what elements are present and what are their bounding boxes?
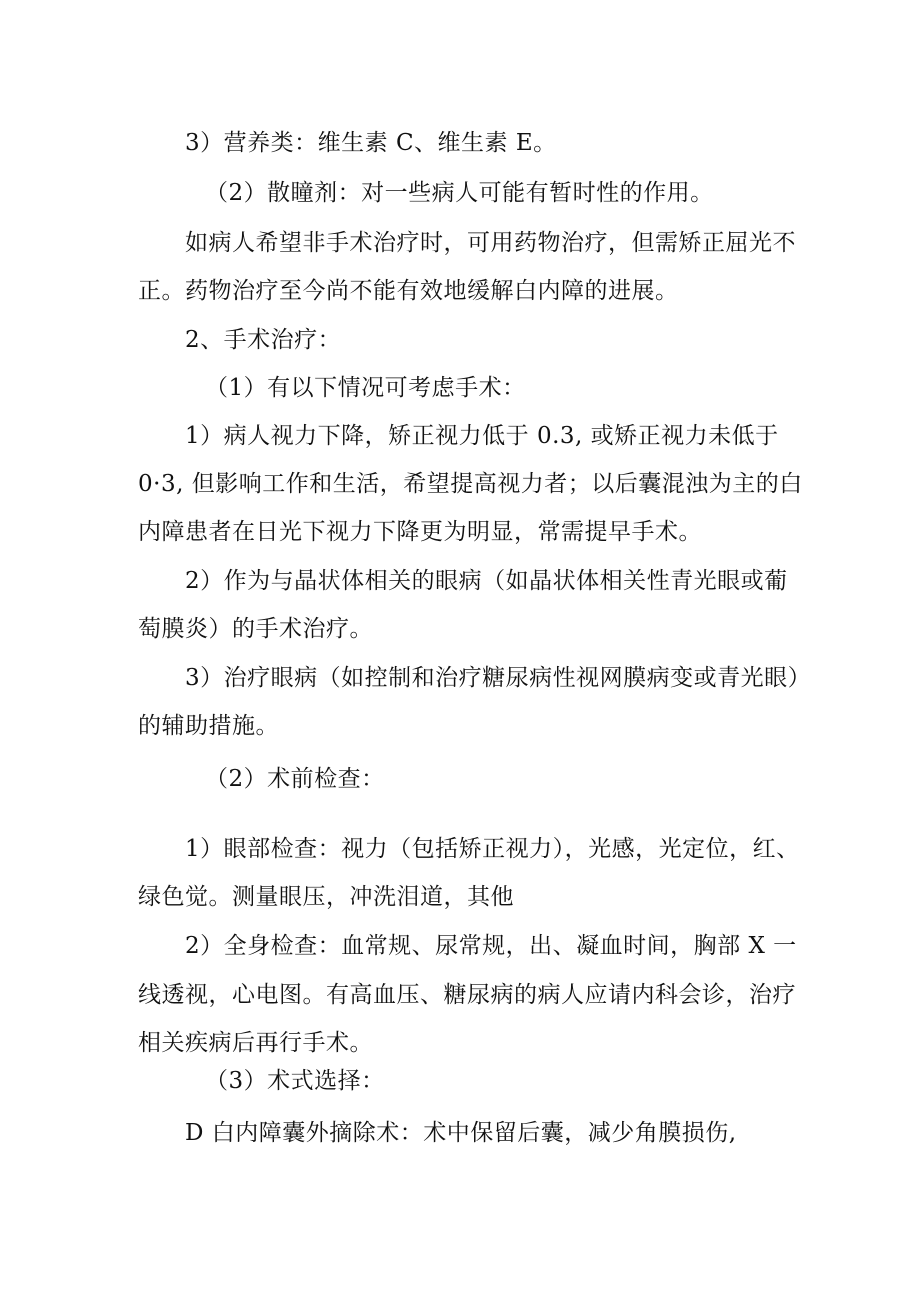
section-heading-surgery: 2、手术治疗： bbox=[185, 327, 342, 353]
subheading-preop-exam: （2）术前检查： bbox=[205, 766, 385, 792]
text-line-indication-3a: 3）治疗眼病（如控制和治疗糖尿病性视网膜病变或青光眼） bbox=[185, 665, 812, 691]
text-line-nutrition: 3）营养类：维生素 C、维生素 E。 bbox=[185, 130, 557, 156]
text-line-extracapsular: D 白内障囊外摘除术：术中保留后囊，减少角膜损伤, bbox=[185, 1120, 737, 1146]
text-line-indication-2b: 萄膜炎）的手术治疗。 bbox=[138, 616, 373, 642]
text-line-eye-exam-b: 绿色觉。测量眼压，冲洗泪道，其他 bbox=[138, 884, 514, 910]
text-line-mydriatic: （2）散瞳剂：对一些病人可能有暂时性的作用。 bbox=[205, 180, 714, 206]
subheading-procedure-choice: （3）术式选择： bbox=[205, 1068, 385, 1094]
text-line-indication-1b: 0·3, 但影响工作和生活，希望提高视力者；以后囊混浊为主的白 bbox=[138, 471, 803, 497]
text-line-indication-1c: 内障患者在日光下视力下降更为明显，常需提早手术。 bbox=[138, 519, 702, 545]
text-line-general-exam-a: 2）全身检查：血常规、尿常规，出、凝血时间，胸部 X 一 bbox=[185, 933, 797, 959]
subheading-indications: （1）有以下情况可考虑手术： bbox=[205, 375, 526, 401]
text-line-general-exam-c: 相关疾病后再行手术。 bbox=[138, 1030, 373, 1056]
text-line-nonsurgical-2: 正。药物治疗至今尚不能有效地缓解白内障的进展。 bbox=[138, 278, 679, 304]
text-line-general-exam-b: 线透视，心电图。有高血压、糖尿病的病人应请内科会诊，治疗 bbox=[138, 982, 796, 1008]
text-line-indication-2a: 2）作为与晶状体相关的眼病（如晶状体相关性青光眼或葡 bbox=[185, 568, 788, 594]
text-line-eye-exam-a: 1）眼部检查：视力（包括矫正视力），光感，光定位，红、 bbox=[185, 836, 800, 862]
text-line-nonsurgical-1: 如病人希望非手术治疗时，可用药物治疗，但需矫正屈光不 bbox=[185, 230, 796, 256]
text-line-indication-3b: 的辅助措施。 bbox=[138, 713, 279, 739]
text-line-indication-1a: 1）病人视力下降，矫正视力低于 0.3, 或矫正视力未低于 bbox=[185, 423, 779, 449]
